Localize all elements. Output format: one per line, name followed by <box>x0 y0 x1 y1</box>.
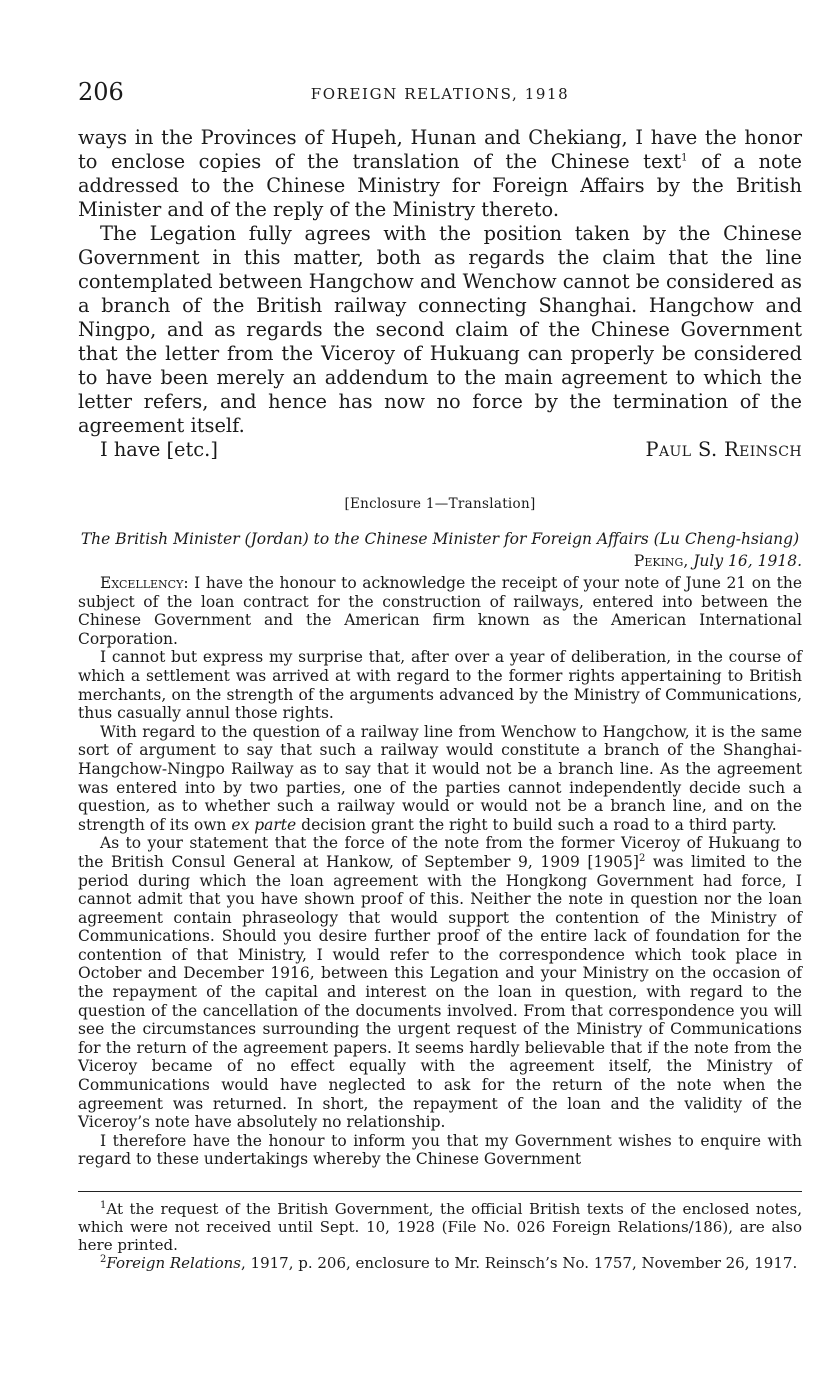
signature: Paul S. Reinsch <box>645 438 802 461</box>
footnote-ref: 1 <box>681 152 688 164</box>
closing-line <box>78 438 802 462</box>
paragraph: ways in the Provinces of Hupeh, Hunan and Chekiang, I have the honor to enclose copies of the translation of the Chinese text$^1$ of a note addressed to the Chinese Ministry for Foreign Affairs by the British Minister and of the reply of the Ministry thereto. <box>78 126 802 221</box>
paragraph: With regard to the question of a railway line from Wenchow to Hangchow, it is the same sort of argument to say that such a railway would constitute a branch of the Shanghai-Hangchow-Ningpo Railway as to say that it would not be a branch line. As the agreement was entered into by two parties, one of the parties cannot independently decide such a question, as to whether such a railway would or would not be a branch line, and on the strength of its own ex parte decision grant the right to build such a road to a third party. <box>78 722 802 834</box>
dateline <box>78 552 802 570</box>
salutation: Excellency: <box>100 574 189 592</box>
footnotes <box>78 1200 802 1272</box>
footnote: $^2$Foreign Relations, 1917, p. 206, enclosure to Mr. Reinsch’s No. 1757, November 26, 1917. <box>100 1254 798 1272</box>
footnote-divider <box>78 1191 802 1192</box>
page-number: 206 <box>78 78 124 106</box>
main-text <box>78 126 802 462</box>
enclosure-body <box>78 574 802 1169</box>
paragraph: I cannot but express my surprise that, after over a year of deliberation, in the course of which a settlement was arrived at with regard to the former rights appertaining to British merchants, on the strength of the arguments advanced by the Ministry of Communications, thus casually annul those rights. <box>78 648 802 723</box>
paragraph: I therefore have the honour to inform you that my Government wishes to enquire with regard to these undertakings whereby the Chinese Government <box>78 1131 802 1169</box>
date-value: July 16, 1918. <box>693 552 802 570</box>
paragraph: As to your statement that the force of the note from the former Viceroy of Hukuang to the British Consul General at Hankow, of September 9, 1909 $[1905]^2$ was limited to the period during which the loan agreement with the Hongkong Government had force, I cannot admit that you have shown proof of this. Neither the note in question nor the loan agreement contain phraseology that would support the contention of the Ministry of Communications. Should you desire further proof of the entire lack of foundation for the contention of that Ministry, I would refer to the correspondence which took place in October and December 1916, between this Legation and your Ministry on the occasion of the repayment of the capital and interest on the loan in question, with regard to the question of the cancellation of the documents involved. From that correspondence you will see the circumstances surrounding the urgent request of the Ministry of Communications for the return of the agreement papers. It seems hardly believable that if the note from the Viceroy became of no effect equally with the agreement itself, the Ministry of Communications would have neglected to ask for the return of the note when the agreement was returned. In short, the repayment of the loan and the validity of the Viceroy’s note have absolutely no relationship. <box>78 834 802 1132</box>
page-header <box>78 78 802 112</box>
footnote: $^1$At the request of the British Government, the official British texts of the enclosed notes, which were not received until Sept. 10, 1928 (File No. 026 Foreign Relations/186), are also here printed. <box>78 1200 802 1254</box>
enclosure-label: [Enclosure 1—Translation] <box>344 496 536 512</box>
document-title: The British Minister (Jordan) to the Chinese Minister for Foreign Affairs (Lu Cheng-hsiang) <box>80 530 800 548</box>
complimentary-close: I have [etc.] <box>100 438 218 461</box>
footnote-ref: 2 <box>638 852 646 864</box>
document-page <box>78 78 802 1272</box>
paragraph: The Legation fully agrees with the position taken by the Chinese Government in this matter, both as regards the claim that the line contemplated between Hangchow and Wenchow cannot be considered as a branch of the British railway connecting Shanghai. Hangchow and Ningpo, and as regards the second claim of the Chinese Government that the letter from the Viceroy of Hukuang can properly be considered to have been merely an addendum to the main agreement to which the letter refers, and hence has now no force by the termination of the agreement itself. <box>78 222 802 437</box>
paragraph: Excellency: I have the honour to acknowledge the receipt of your note of June 21 on the subject of the loan contract for the construction of railways, entered into between the Chinese Government and the American firm known as the American International Corporation. <box>78 574 802 648</box>
running-title: FOREIGN RELATIONS, 1918 <box>310 85 570 103</box>
date-place: Peking, <box>633 552 689 570</box>
